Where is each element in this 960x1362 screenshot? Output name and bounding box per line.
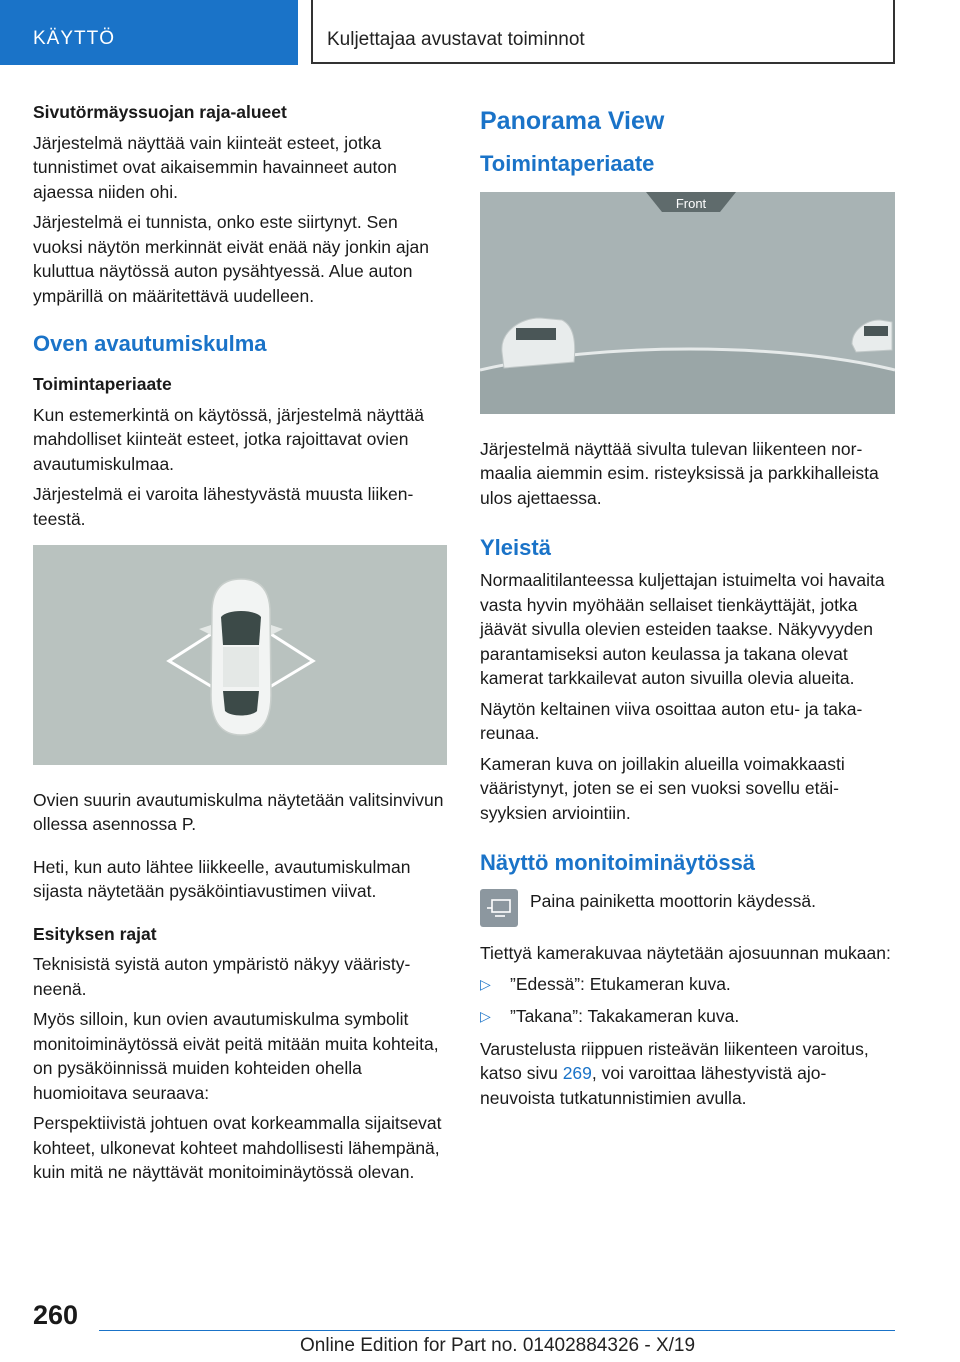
paragraph: Järjestelmä näyttää sivulta tulevan liikenteen normaalia aiemmin esim. risteyksissä ja parkkihalleista ulos ajettaessa. bbox=[480, 438, 879, 508]
paragraph: Teknisistä syistä auton ympäristö näkyy vääristyneenä. bbox=[33, 954, 411, 999]
button-instruction-text: Paina painiketta moottorin käydessä. bbox=[530, 891, 816, 911]
heading-door-opening-angle: Oven avautumiskulma bbox=[33, 331, 267, 356]
heading-display-limits: Esityksen rajat bbox=[33, 923, 157, 944]
paragraph-with-link bbox=[480, 1037, 895, 1111]
door-angle-illustration bbox=[33, 545, 447, 772]
text: Varustelusta riippuen risteävän liikenteen varoitus, katso sivu bbox=[480, 1038, 869, 1083]
heading-display-in-cid: Näyttö monitoiminäytössä bbox=[480, 850, 756, 875]
paragraph: Näytön keltainen viiva osoittaa auton etu- ja takareunaa. bbox=[480, 698, 863, 743]
camera-button-icon bbox=[480, 889, 518, 927]
paragraph: Perspektiivistä johtuen ovat korkeammalla sijaitsevat kohteet, ulkonevat kohteet mahdollisesti lähempänä, kuin mitä ne näyttävät monitoiminäytössä olevan. bbox=[33, 1113, 442, 1182]
paragraph: Tiettyä kamerakuvaa näytetään ajosuunnan mukaan: bbox=[480, 943, 891, 963]
paragraph: Myös silloin, kun ovien avautumiskulma symbolit monitoiminäytössä eivät peitä mitään muita kohteita, on pysäköinnissä muiden kohteiden ohella huomioitava seuraava: bbox=[33, 1009, 439, 1103]
list-item bbox=[480, 1004, 895, 1029]
footer-divider bbox=[99, 1330, 895, 1331]
text: , voi varoittaa lähestyvistä ajoneuvoista tutkatunnistimien avulla. bbox=[480, 1063, 827, 1108]
heading-operating-principle: Toimintaperiaate bbox=[33, 374, 172, 394]
page-reference-link[interactable]: 269 bbox=[562, 1063, 592, 1083]
heading-operating-principle-right: Toimintaperiaate bbox=[480, 151, 655, 176]
paragraph: Kun estemerkintä on käytössä, järjestelmä näyttää mahdolliset kiinteät esteet, jotka rajoittavat ovien avautumiskulmaa. bbox=[33, 404, 425, 474]
paragraph: Ovien suurin avautumiskulma näytetään valitsinvivun ollessa asennossa P. bbox=[33, 789, 444, 834]
front-label: Front bbox=[675, 196, 707, 211]
paragraph: Heti, kun auto lähtee liikkeelle, avautumiskulman sijasta näytetään pysäköintiavustimen viivat. bbox=[33, 856, 411, 901]
paragraph: Järjestelmä ei varoita lähestyvästä muusta liikenteestä. bbox=[33, 484, 414, 529]
triangle-bullet-icon: ▷ bbox=[480, 975, 491, 992]
chapter-title: Kuljettajaa avustavat toiminnot bbox=[327, 29, 585, 50]
list-item-text: ”Takana”: Takakameran kuva. bbox=[510, 1006, 740, 1026]
left-column bbox=[33, 100, 447, 1191]
chapter-header bbox=[311, 0, 895, 64]
right-column bbox=[480, 100, 895, 1116]
paragraph: Normaalitilanteessa kuljettajan istuimelta voi havaita vasta hyvin myöhään sellaiset tienkäyttäjät, jotka jäävät sivulla olevien esteiden taakse. Näkyvyyden parantamiseksi auton keulassa ja takana olevat kamerat tarkkailevat auton sivuilla olevia alueita. bbox=[480, 570, 885, 688]
panorama-view-illustration bbox=[480, 192, 895, 421]
section-label: KÄYTTÖ bbox=[33, 28, 116, 49]
section-tab bbox=[0, 0, 298, 65]
heading-general: Yleistä bbox=[480, 535, 551, 560]
page-number: 260 bbox=[33, 1300, 79, 1330]
list-item bbox=[480, 972, 895, 997]
paragraph: Kameran kuva on joillakin alueilla voimakkaasti vääristynyt, joten se ei sen vuoksi sovellu etäisyyksien arviointiin. bbox=[480, 753, 845, 823]
paragraph: Järjestelmä näyttää vain kiinteät esteet, jotka tunnistimet ovat aikaisemmin havainneet auton ajaessa niiden ohi. bbox=[33, 132, 397, 202]
button-instruction bbox=[480, 889, 895, 927]
heading-panorama-view: Panorama View bbox=[480, 107, 665, 135]
paragraph: Järjestelmä ei tunnista, onko este siirtynyt. Sen vuoksi näytön merkinnät eivät enää näy jonkin ajan kuluttua näytössä auton pysähtyessä. Alue auton ympärillä on määritettävä uudelleen. bbox=[33, 212, 429, 306]
list-item-text: ”Edessä”: Etukameran kuva. bbox=[510, 973, 731, 994]
heading-side-collision-limits: Sivutörmäyssuojan raja-alueet bbox=[33, 102, 287, 122]
edition-info: Online Edition for Part no. 01402884326 - X/19 bbox=[300, 1335, 696, 1356]
triangle-bullet-icon: ▷ bbox=[480, 1008, 491, 1024]
